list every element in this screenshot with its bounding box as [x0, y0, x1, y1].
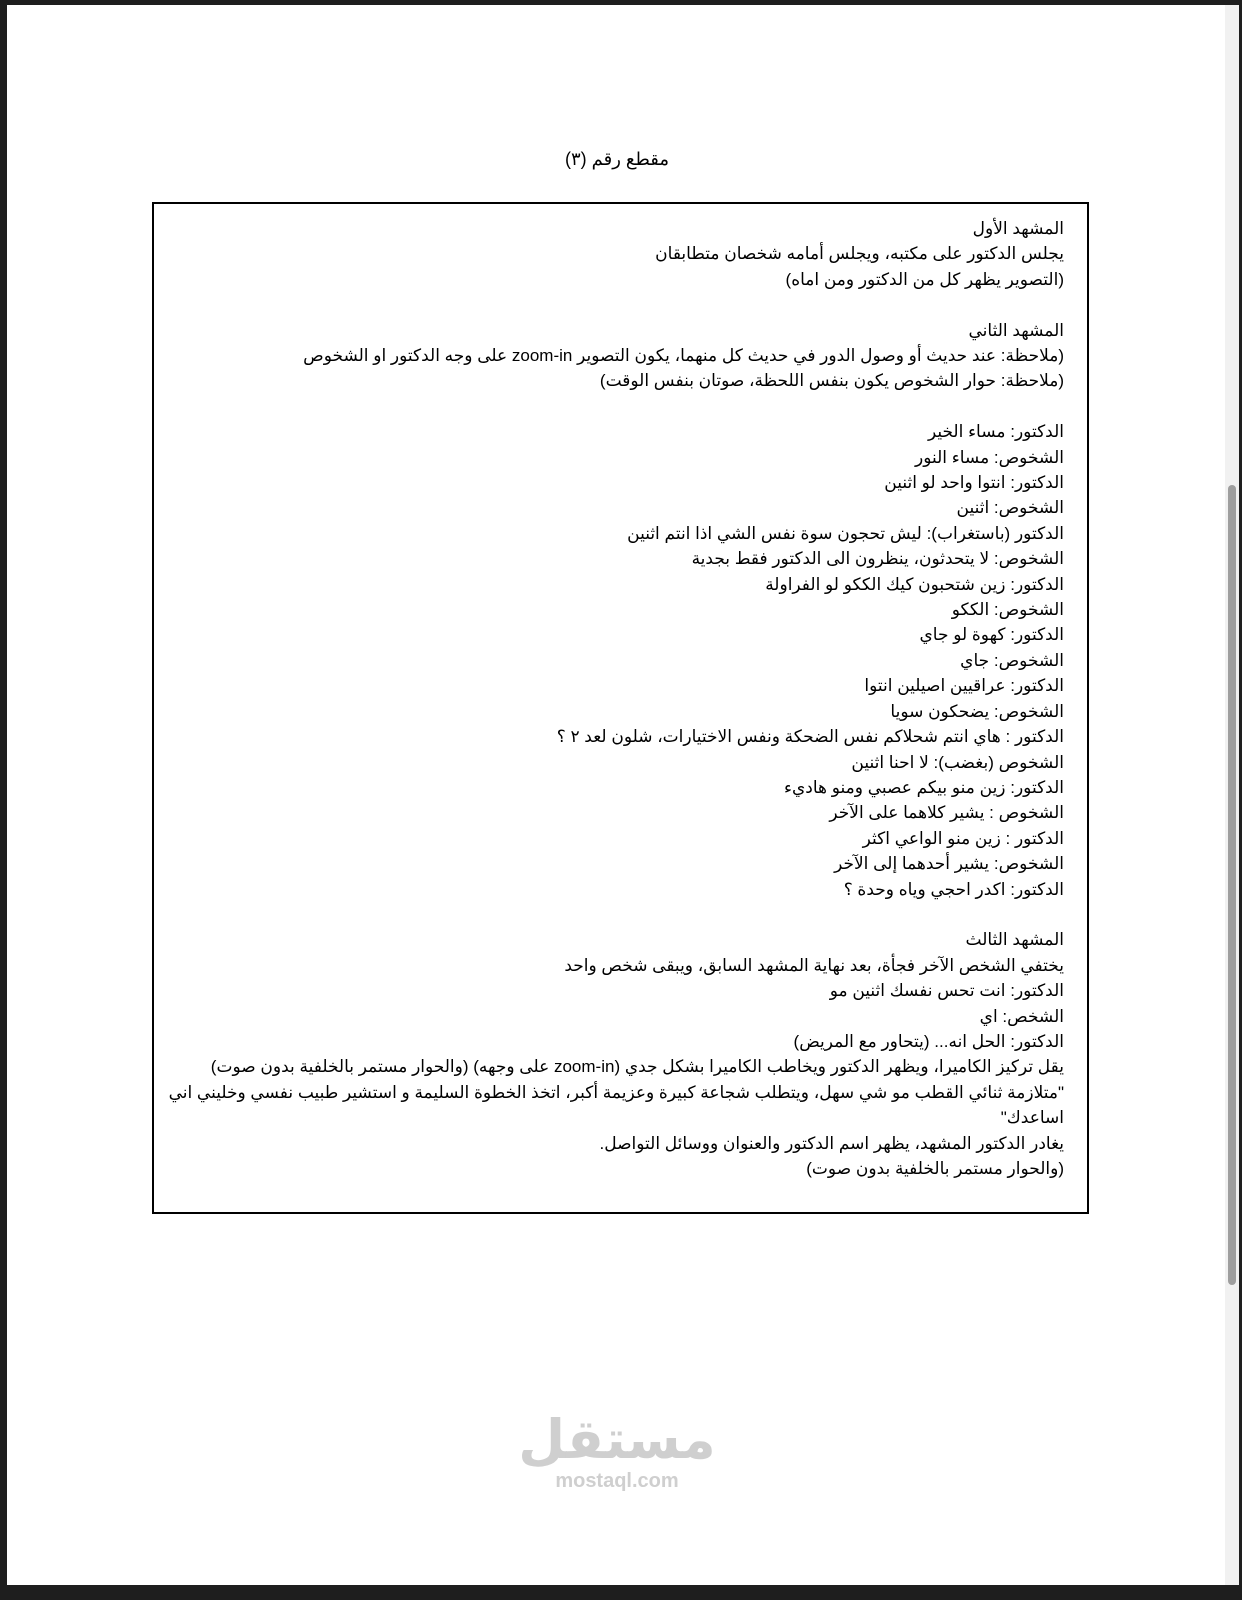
dialogue-line: الدكتور: عراقيين اصيلين انتوا [864, 676, 1064, 696]
scene-3-quote: "متلازمة ثنائي القطب مو شي سهل، ويتطلب شجاعة كبيرة وعزيمة أكبر، اتخذ الخطوة السليمة و استشير طبيب نفسي وخليني اني اساعدك" [168, 1082, 1064, 1128]
scene-2-heading: المشهد الثاني [968, 320, 1064, 340]
paragraph-gap [159, 394, 1064, 419]
dialogue-line: الدكتور: مساء الخير [927, 422, 1064, 442]
scene-2-note: (ملاحظة: عند حديث أو وصول الدور في حديث كل منهما، يكون التصوير zoom-in على وجه الدكتور او الشخوص [303, 346, 1064, 366]
scene-2-note: (ملاحظة: حوار الشخوص يكون بنفس اللحظة، صوتان بنفس الوقت) [599, 371, 1064, 391]
watermark-url: mostaql.com [555, 1470, 679, 1492]
scene-3-line: الدكتور: الحل انه... (يتحاور مع المريض) [793, 1031, 1064, 1051]
dialogue-line: الشخوص: لا يتحدثون، ينظرون الى الدكتور فقط بجدية [691, 549, 1064, 569]
dialogue-line: الشخوص: اثنين [956, 498, 1064, 518]
scene-3-line: يغادر الدكتور المشهد، يظهر اسم الدكتور والعنوان ووسائل التواصل. [599, 1133, 1064, 1153]
dialogue-line: الدكتور: زين منو بيكم عصبي ومنو هاديء [784, 777, 1064, 797]
watermark-logo: مستقل [518, 1410, 716, 1470]
mostaql-watermark [507, 1410, 727, 1492]
scene-1-line: يجلس الدكتور على مكتبه، ويجلس أمامه شخصان متطابقان [655, 244, 1064, 264]
scene-3-heading: المشهد الثالث [965, 930, 1064, 950]
scene-3-line: (والحوار مستمر بالخلفية بدون صوت) [806, 1158, 1064, 1178]
dialogue-line: الدكتور : زين منو الواعي اكثر [862, 828, 1064, 848]
dialogue-line: الشخوص: يضحكون سويا [890, 701, 1064, 721]
vertical-scrollbar[interactable] [1225, 5, 1239, 1585]
scene-1-line: (التصوير يظهر كل من الدكتور ومن اماه) [785, 269, 1064, 289]
scene-3-line: يختفي الشخص الآخر فجأة، بعد نهاية المشهد السابق، ويبقى شخص واحد [564, 955, 1064, 975]
scene-1-heading: المشهد الأول [972, 219, 1064, 238]
dialogue-line: الدكتور: كهوة لو جاي [919, 625, 1064, 645]
dialogue-line: الشخوص: يشير أحدهما إلى الآخر [834, 854, 1064, 874]
scrollbar-thumb[interactable] [1228, 485, 1236, 1285]
page-title: مقطع رقم (٣) [564, 149, 670, 169]
scene-3-line: الدكتور: انت تحس نفسك اثنين مو [829, 981, 1064, 1001]
script-box [152, 202, 1089, 1214]
document-page [7, 5, 1225, 1585]
dialogue-line: الشخوص: جاي [960, 650, 1064, 670]
scene-3-line: يقل تركيز الكاميرا، ويظهر الدكتور ويخاطب الكاميرا بشكل جدي (zoom-in على وجهه) (والحوار مستمر بالخلفية بدون صوت) [210, 1057, 1064, 1077]
script-body [159, 216, 1064, 1181]
scene-3-line: الشخص: اي [979, 1006, 1064, 1026]
dialogue-line: الدكتور : هاي انتم شحلاكم نفس الضحكة ونفس الاختيارات، شلون لعد ٢ ؟ [556, 727, 1064, 747]
dialogue-line: الدكتور: انتوا واحد لو اثنين [884, 473, 1064, 493]
dialogue-line: الدكتور: زين شتحبون كيك الككو لو الفراولة [765, 574, 1064, 594]
dialogue-line: الشخوص: الككو [951, 600, 1064, 620]
paragraph-gap [159, 292, 1064, 317]
dialogue-line: الشخوص: مساء النور [914, 447, 1064, 467]
dialogue-line: الشخوص : يشير كلاهما على الآخر [829, 803, 1064, 823]
paragraph-gap [159, 902, 1064, 927]
dialogue-line: الدكتور: اكدر احجي وياه وحدة ؟ [843, 879, 1064, 899]
dialogue-line: الشخوص (بغضب): لا احنا اثنين [851, 752, 1064, 772]
dialogue-line: الدكتور (باستغراب): ليش تحجون سوة نفس الشي اذا انتم اثنين [627, 523, 1064, 543]
